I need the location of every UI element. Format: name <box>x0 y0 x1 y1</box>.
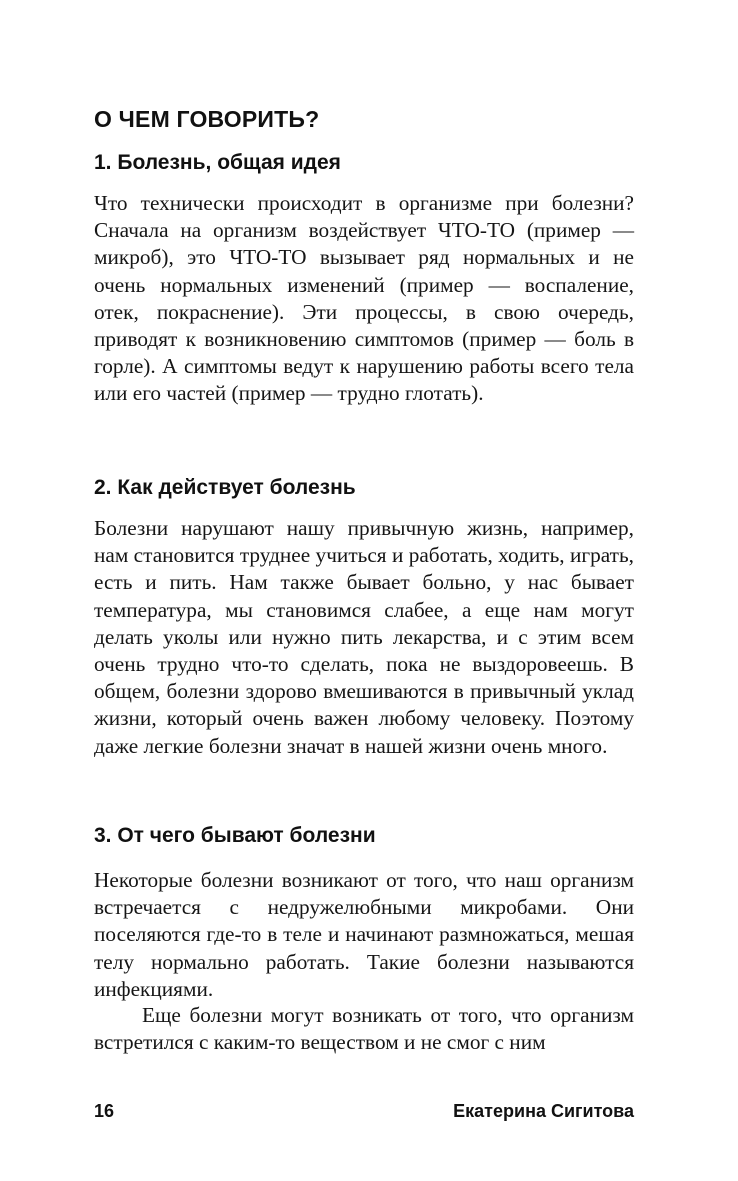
section-paragraph-causes-substances: Еще болезни могут возникать от того, что организм встретился с каким-то веществом и не смог с ним <box>94 1003 634 1055</box>
section-heading-causes: 3. От чего бывают болезни <box>94 824 376 847</box>
book-page <box>94 0 634 1181</box>
page-number: 16 <box>94 1101 115 1121</box>
section-heading-illness-idea: 1. Болезнь, общая идея <box>94 151 341 174</box>
page-title: О ЧЕМ ГОВОРИТЬ? <box>94 106 320 132</box>
running-footer-author: Екатерина Сигитова <box>453 1101 634 1121</box>
section-paragraph-causes-infections: Некоторые болезни возникают от того, что наш организм встречается с недружелюбными микробами. Они поселяются где-то в теле и начинают размножаться, мешая телу нормально работать. Такие болезни называются инфекциями. <box>94 868 634 1001</box>
section-paragraph-illness-idea: Что технически происходит в организме при болезни? Сначала на организм воздействует ЧТО-ТО (пример — микроб), это ЧТО-ТО вызывает ряд нормальных и не очень нормальных изменений (пример — воспаление, отек, покраснение). Эти процессы, в свою очередь, приводят к возникновению симптомов (пример — боль в горле). А симптомы ведут к нарушению работы всего тела или его частей (пример — трудно глотать). <box>94 191 634 406</box>
section-heading-how-illness-acts: 2. Как действует болезнь <box>94 476 356 499</box>
section-paragraph-how-illness-acts: Болезни нарушают нашу привычную жизнь, например, нам становится труднее учиться и работать, ходить, играть, есть и пить. Нам также бывает больно, у нас бывает температура, мы становимся слабее, а еще нам могут делать уколы или нужно пить лекарства, и с этим всем очень трудно что-то сделать, пока не выздоровеешь. В общем, болезни здорово вмешиваются в привычный уклад жизни, который очень важен любому человеку. Поэтому даже легкие болезни значат в нашей жизни очень много. <box>94 516 634 758</box>
